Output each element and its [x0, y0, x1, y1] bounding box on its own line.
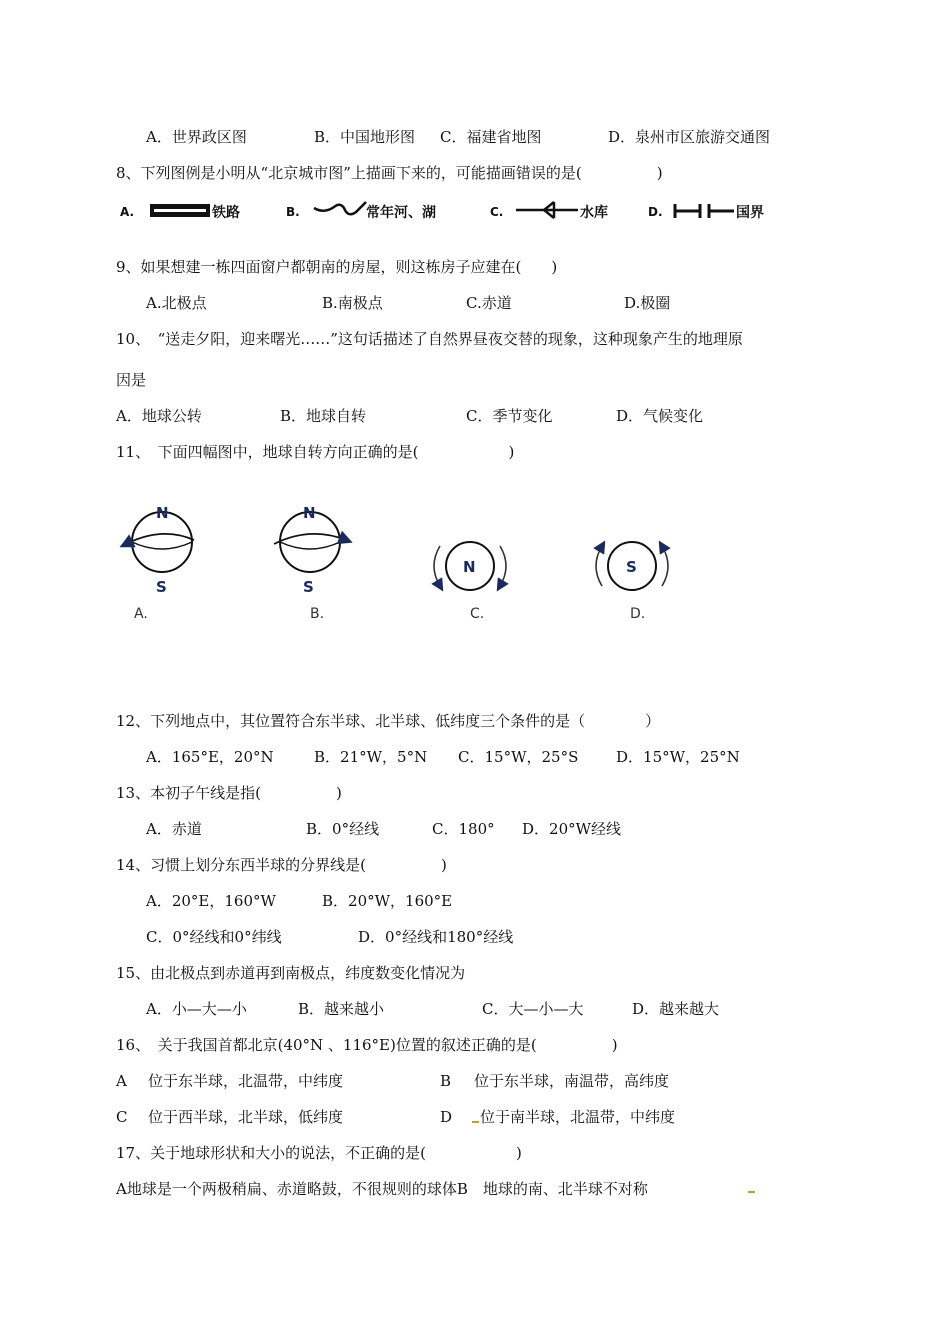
q9-option-a: A.北极点 — [146, 294, 207, 312]
q14-option-c: C．0°经线和0°纬线 — [146, 928, 282, 946]
figure-b-bottom: S — [303, 578, 314, 596]
q13-option-d: D．20°W经线 — [522, 820, 622, 838]
q16-option-b-letter: B — [440, 1072, 452, 1090]
figure-c-center: N — [463, 558, 476, 576]
q8-stem: 8、下列图例是小明从“北京城市图”上描画下来的，可能描画错误的是( ) — [116, 164, 663, 182]
legend-a-label: 铁路 — [212, 205, 240, 221]
q17-line: A地球是一个两极稍扁、赤道略鼓，不很规则的球体B 地球的南、北半球不对称 — [116, 1180, 648, 1198]
q10-option-c: C．季节变化 — [466, 407, 553, 425]
q15-option-d: D．越来越大 — [632, 1000, 720, 1018]
q10-option-d: D．气候变化 — [616, 407, 704, 425]
q16-option-a-letter: A — [116, 1072, 127, 1090]
q14-stem: 14、习惯上划分东西半球的分界线是( ) — [116, 856, 447, 874]
q12-option-d: D．15°W，25°N — [616, 748, 740, 766]
q9-option-d: D.极圈 — [624, 294, 671, 312]
q16-option-a-text: 位于东半球，北温带，中纬度 — [148, 1072, 344, 1090]
figure-b-globe-icon — [274, 504, 346, 622]
q11-stem: 11、 下面四幅图中，地球自转方向正确的是( ) — [116, 443, 515, 461]
legend-b-label: 常年河、湖 — [366, 205, 436, 221]
q15-option-c: C．大—小—大 — [482, 1000, 584, 1018]
q15-option-b: B．越来越小 — [298, 1000, 385, 1018]
q12-option-c: C．15°W，25°S — [458, 748, 579, 766]
q12-option-b: B．21°W，5°N — [314, 748, 428, 766]
reservoir-symbol-icon — [514, 198, 580, 222]
q13-stem: 13、本初子午线是指( ) — [116, 784, 342, 802]
figure-c-pole-icon — [434, 542, 506, 622]
q10-stem-line1: 10、 “送走夕阳，迎来曙光……”这句话描述了自然界昼夜交替的现象，这种现象产生的地理原 — [116, 330, 743, 348]
q7-option-c: C．福建省地图 — [440, 128, 542, 146]
q15-option-a: A．小—大—小 — [146, 1000, 247, 1018]
stray-mark — [748, 1191, 755, 1193]
railway-symbol-icon — [148, 200, 214, 222]
q10-option-b: B．地球自转 — [280, 407, 367, 425]
figure-a-label: A. — [134, 606, 148, 622]
q14-option-a: A．20°E，160°W — [146, 892, 276, 910]
figure-d-center: S — [626, 558, 637, 576]
q16-option-c-letter: C — [116, 1108, 128, 1126]
border-symbol-icon — [672, 200, 738, 222]
q16-option-d-letter: D — [440, 1108, 453, 1126]
legend-d-label: 国界 — [736, 205, 764, 221]
q10-stem-line2: 因是 — [116, 371, 147, 389]
q15-stem: 15、由北极点到赤道再到南极点，纬度数变化情况为 — [116, 964, 466, 982]
figure-c-label: C. — [470, 606, 485, 622]
q9-option-c: C.赤道 — [466, 294, 512, 312]
q16-stem: 16、 关于我国首都北京(40°N 、116°E)位置的叙述正确的是( ) — [116, 1036, 618, 1054]
q16-option-d-text: 位于南半球，北温带，中纬度 — [480, 1108, 676, 1126]
q10-option-a: A．地球公转 — [116, 407, 202, 425]
q16-option-b-text: 位于东半球，南温带，高纬度 — [474, 1072, 670, 1090]
q12-stem: 12、下列地点中，其位置符合东半球、北半球、低纬度三个条件的是（ ） — [116, 712, 661, 730]
legend-a-letter: A. — [120, 205, 135, 219]
legend-c-letter: C. — [490, 205, 504, 219]
q16-option-c-text: 位于西半球，北半球，低纬度 — [148, 1108, 344, 1126]
figure-b-top: N — [303, 504, 316, 522]
q13-option-c: C．180° — [432, 820, 495, 838]
q9-stem: 9、如果想建一栋四面窗户都朝南的房屋，则这栋房子应建在( ) — [116, 258, 558, 276]
q7-option-d: D．泉州市区旅游交通图 — [608, 128, 771, 146]
figure-d-pole-icon — [596, 542, 668, 622]
legend-d-letter: D. — [648, 205, 663, 219]
q14-option-b: B．20°W，160°E — [322, 892, 453, 910]
q13-option-a: A．赤道 — [146, 820, 202, 838]
q7-option-b: B．中国地形图 — [314, 128, 416, 146]
river-lake-symbol-icon — [312, 198, 368, 222]
figure-a-top: N — [156, 504, 169, 522]
legend-c-label: 水库 — [580, 205, 608, 221]
legend-b-letter: B. — [286, 205, 300, 219]
q13-option-b: B．0°经线 — [306, 820, 380, 838]
figure-a-bottom: S — [156, 578, 167, 596]
figure-a-globe-icon — [126, 504, 194, 622]
q11-rotation-figures — [108, 494, 688, 630]
q14-option-d: D．0°经线和180°经线 — [358, 928, 514, 946]
q9-option-b: B.南极点 — [322, 294, 383, 312]
stray-mark — [472, 1121, 479, 1123]
figure-b-label: B. — [310, 606, 325, 622]
figure-d-label: D. — [630, 606, 646, 622]
q17-stem: 17、关于地球形状和大小的说法，不正确的是( ) — [116, 1144, 522, 1162]
q7-option-a: A．世界政区图 — [146, 128, 247, 146]
q12-option-a: A．165°E，20°N — [146, 748, 274, 766]
